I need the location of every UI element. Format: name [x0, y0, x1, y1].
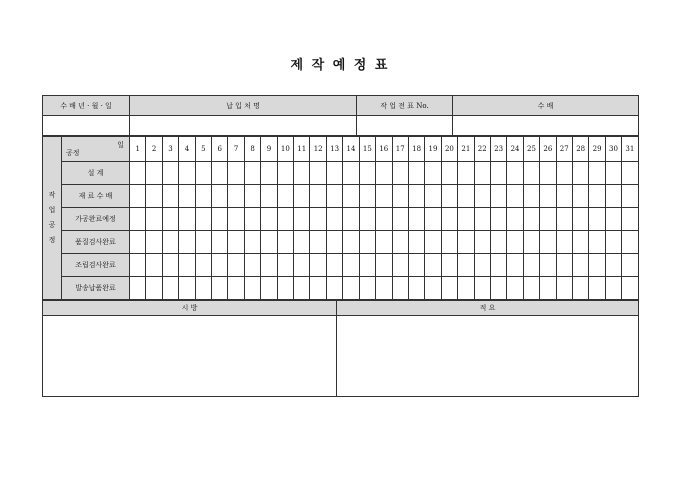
process-label: 공정: [66, 149, 80, 157]
schedule-cell[interactable]: [376, 277, 392, 300]
schedule-cell[interactable]: [523, 185, 539, 208]
schedule-cell[interactable]: [179, 231, 195, 254]
schedule-cell[interactable]: [458, 162, 474, 185]
process-row: [43, 162, 639, 185]
schedule-cell[interactable]: [540, 185, 556, 208]
schedule-cell[interactable]: [425, 162, 441, 185]
order-date-label: 수 배 년 · 월 · 일: [43, 96, 130, 116]
schedule-cell[interactable]: [162, 185, 178, 208]
schedule-cell[interactable]: [441, 254, 457, 277]
side-label-char: 공: [48, 221, 56, 229]
schedule-cell[interactable]: [179, 162, 195, 185]
schedule-cell[interactable]: [130, 162, 146, 185]
schedule-cell[interactable]: [605, 231, 621, 254]
schedule-cell[interactable]: [195, 208, 211, 231]
schedule-cell[interactable]: [326, 185, 342, 208]
schedule-cell[interactable]: [310, 162, 326, 185]
schedule-cell[interactable]: [540, 254, 556, 277]
schedule-cell[interactable]: [277, 162, 293, 185]
schedule-cell[interactable]: [179, 254, 195, 277]
schedule-cell[interactable]: [294, 277, 310, 300]
process-label-cell: 설 계: [62, 162, 130, 185]
schedule-cell[interactable]: [490, 254, 506, 277]
schedule-cell[interactable]: [605, 254, 621, 277]
day-header: 10: [277, 137, 293, 162]
schedule-cell[interactable]: [540, 162, 556, 185]
day-header: 18: [408, 137, 424, 162]
schedule-cell[interactable]: [425, 231, 441, 254]
process-row: [43, 231, 639, 254]
process-row: [43, 254, 639, 277]
day-header: 8: [244, 137, 260, 162]
schedule-cell[interactable]: [408, 254, 424, 277]
schedule-cell[interactable]: [556, 254, 572, 277]
schedule-cell[interactable]: [441, 231, 457, 254]
schedule-cell[interactable]: [540, 277, 556, 300]
schedule-cell[interactable]: [392, 185, 408, 208]
schedule-cell[interactable]: [490, 162, 506, 185]
delivery-name-label: 납 입 처 명: [130, 96, 357, 116]
schedule-cell[interactable]: [195, 254, 211, 277]
schedule-cell[interactable]: [622, 162, 638, 185]
instructions-field[interactable]: [43, 316, 337, 397]
side-label-char: 업: [48, 206, 56, 214]
day-header: 7: [228, 137, 244, 162]
schedule-cell[interactable]: [490, 208, 506, 231]
schedule-cell[interactable]: [376, 162, 392, 185]
schedule-cell[interactable]: [130, 277, 146, 300]
schedule-cell[interactable]: [392, 277, 408, 300]
schedule-cell[interactable]: [507, 162, 523, 185]
order-field[interactable]: [453, 116, 639, 136]
day-label: 일: [117, 141, 124, 149]
schedule-cell[interactable]: [458, 208, 474, 231]
schedule-cell[interactable]: [212, 208, 228, 231]
process-label-cell: 품질검사완료: [62, 231, 130, 254]
schedule-table: [42, 136, 639, 300]
day-header: 15: [359, 137, 375, 162]
day-header: 3: [162, 137, 178, 162]
schedule-cell[interactable]: [408, 277, 424, 300]
schedule-cell[interactable]: [244, 231, 260, 254]
schedule-cell[interactable]: [556, 162, 572, 185]
schedule-cell[interactable]: [244, 162, 260, 185]
schedule-cell[interactable]: [622, 185, 638, 208]
schedule-cell[interactable]: [146, 254, 162, 277]
schedule-cell[interactable]: [441, 162, 457, 185]
schedule-cell[interactable]: [622, 277, 638, 300]
schedule-cell[interactable]: [359, 185, 375, 208]
schedule-cell[interactable]: [162, 254, 178, 277]
schedule-cell[interactable]: [474, 185, 490, 208]
schedule-cell[interactable]: [294, 185, 310, 208]
schedule-cell[interactable]: [146, 208, 162, 231]
process-label-cell: 조립검사완료: [62, 254, 130, 277]
schedule-cell[interactable]: [572, 208, 588, 231]
schedule-cell[interactable]: [212, 162, 228, 185]
day-header: 2: [146, 137, 162, 162]
remarks-field[interactable]: [337, 316, 639, 397]
schedule-cell[interactable]: [622, 254, 638, 277]
schedule-cell[interactable]: [294, 162, 310, 185]
schedule-cell[interactable]: [622, 231, 638, 254]
schedule-cell[interactable]: [572, 162, 588, 185]
schedule-cell[interactable]: [605, 162, 621, 185]
schedule-cell[interactable]: [310, 185, 326, 208]
schedule-cell[interactable]: [179, 277, 195, 300]
work-process-side-label: [43, 137, 62, 300]
schedule-cell[interactable]: [474, 254, 490, 277]
schedule-cell[interactable]: [507, 254, 523, 277]
schedule-cell[interactable]: [408, 185, 424, 208]
order-info-table: [42, 95, 639, 136]
schedule-cell[interactable]: [425, 208, 441, 231]
schedule-cell[interactable]: [441, 185, 457, 208]
schedule-cell[interactable]: [146, 231, 162, 254]
schedule-cell[interactable]: [359, 208, 375, 231]
schedule-cell[interactable]: [425, 277, 441, 300]
schedule-cell[interactable]: [277, 231, 293, 254]
day-header: 19: [425, 137, 441, 162]
schedule-cell[interactable]: [458, 254, 474, 277]
schedule-cell[interactable]: [490, 231, 506, 254]
day-header: 16: [376, 137, 392, 162]
day-header: 27: [556, 137, 572, 162]
schedule-cell[interactable]: [474, 231, 490, 254]
day-header: 13: [326, 137, 342, 162]
day-header: 31: [622, 137, 638, 162]
schedule-cell[interactable]: [195, 185, 211, 208]
schedule-cell[interactable]: [130, 208, 146, 231]
schedule-cell[interactable]: [458, 231, 474, 254]
day-header: 28: [572, 137, 588, 162]
day-header: 22: [474, 137, 490, 162]
form-frame: [42, 95, 638, 411]
schedule-cell[interactable]: [589, 231, 605, 254]
schedule-cell[interactable]: [162, 208, 178, 231]
schedule-cell[interactable]: [507, 185, 523, 208]
schedule-cell[interactable]: [359, 254, 375, 277]
schedule-cell[interactable]: [490, 277, 506, 300]
schedule-cell[interactable]: [326, 208, 342, 231]
order-label: 수 배: [453, 96, 639, 116]
notes-table: [42, 300, 639, 397]
schedule-cell[interactable]: [540, 208, 556, 231]
day-header: 21: [458, 137, 474, 162]
schedule-cell[interactable]: [572, 231, 588, 254]
schedule-cell[interactable]: [195, 277, 211, 300]
day-header: 24: [507, 137, 523, 162]
schedule-cell[interactable]: [589, 185, 605, 208]
schedule-cell[interactable]: [572, 185, 588, 208]
delivery-name-field[interactable]: [130, 116, 357, 136]
schedule-cell[interactable]: [572, 277, 588, 300]
schedule-cell[interactable]: [408, 162, 424, 185]
schedule-cell[interactable]: [130, 185, 146, 208]
schedule-cell[interactable]: [310, 208, 326, 231]
schedule-cell[interactable]: [376, 254, 392, 277]
schedule-cell[interactable]: [343, 231, 359, 254]
schedule-cell[interactable]: [490, 185, 506, 208]
schedule-cell[interactable]: [359, 277, 375, 300]
schedule-cell[interactable]: [244, 254, 260, 277]
schedule-cell[interactable]: [507, 277, 523, 300]
schedule-cell[interactable]: [392, 231, 408, 254]
remarks-label: 적 요: [337, 301, 639, 316]
schedule-cell[interactable]: [228, 231, 244, 254]
schedule-cell[interactable]: [179, 208, 195, 231]
schedule-cell[interactable]: [572, 254, 588, 277]
schedule-cell[interactable]: [310, 254, 326, 277]
schedule-cell[interactable]: [277, 208, 293, 231]
work-slip-field[interactable]: [357, 116, 453, 136]
schedule-cell[interactable]: [261, 254, 277, 277]
schedule-cell[interactable]: [212, 185, 228, 208]
schedule-cell[interactable]: [507, 208, 523, 231]
schedule-cell[interactable]: [589, 277, 605, 300]
schedule-cell[interactable]: [212, 254, 228, 277]
schedule-cell[interactable]: [343, 208, 359, 231]
day-header: 30: [605, 137, 621, 162]
schedule-cell[interactable]: [408, 231, 424, 254]
schedule-cell[interactable]: [392, 208, 408, 231]
schedule-cell[interactable]: [162, 277, 178, 300]
schedule-cell[interactable]: [556, 208, 572, 231]
schedule-cell[interactable]: [294, 231, 310, 254]
schedule-cell[interactable]: [130, 254, 146, 277]
schedule-cell[interactable]: [294, 208, 310, 231]
schedule-cell[interactable]: [326, 231, 342, 254]
schedule-cell[interactable]: [523, 277, 539, 300]
schedule-cell[interactable]: [425, 185, 441, 208]
schedule-cell[interactable]: [392, 162, 408, 185]
day-header: 26: [540, 137, 556, 162]
schedule-cell[interactable]: [408, 208, 424, 231]
schedule-cell[interactable]: [326, 254, 342, 277]
day-header: 1: [130, 137, 146, 162]
schedule-cell[interactable]: [179, 185, 195, 208]
order-date-field[interactable]: [43, 116, 130, 136]
schedule-cell[interactable]: [507, 231, 523, 254]
schedule-cell[interactable]: [458, 185, 474, 208]
schedule-cell[interactable]: [605, 208, 621, 231]
day-header: 23: [490, 137, 506, 162]
schedule-cell[interactable]: [359, 162, 375, 185]
schedule-cell[interactable]: [130, 231, 146, 254]
schedule-cell[interactable]: [326, 277, 342, 300]
schedule-cell[interactable]: [523, 254, 539, 277]
schedule-cell[interactable]: [605, 185, 621, 208]
schedule-cell[interactable]: [261, 208, 277, 231]
schedule-cell[interactable]: [343, 254, 359, 277]
schedule-cell[interactable]: [261, 231, 277, 254]
schedule-cell[interactable]: [474, 277, 490, 300]
form-title: 제 작 예 정 표: [290, 58, 390, 73]
schedule-cell[interactable]: [146, 185, 162, 208]
process-label-cell: 가공완료예정: [62, 208, 130, 231]
schedule-cell[interactable]: [261, 185, 277, 208]
schedule-cell[interactable]: [392, 254, 408, 277]
schedule-cell[interactable]: [376, 208, 392, 231]
schedule-cell[interactable]: [523, 208, 539, 231]
instructions-label: 시 방: [43, 301, 337, 316]
schedule-cell[interactable]: [212, 231, 228, 254]
schedule-cell[interactable]: [228, 277, 244, 300]
schedule-cell[interactable]: [458, 277, 474, 300]
process-label-cell: 재 료 수 배: [62, 185, 130, 208]
schedule-cell[interactable]: [310, 277, 326, 300]
schedule-cell[interactable]: [244, 277, 260, 300]
schedule-cell[interactable]: [277, 277, 293, 300]
schedule-cell[interactable]: [523, 231, 539, 254]
process-row: [43, 208, 639, 231]
day-header: 14: [343, 137, 359, 162]
schedule-cell[interactable]: [474, 162, 490, 185]
schedule-cell[interactable]: [228, 162, 244, 185]
day-header: 6: [212, 137, 228, 162]
schedule-cell[interactable]: [195, 231, 211, 254]
day-header: 11: [294, 137, 310, 162]
schedule-cell[interactable]: [277, 185, 293, 208]
schedule-cell[interactable]: [261, 277, 277, 300]
schedule-cell[interactable]: [195, 162, 211, 185]
schedule-cell[interactable]: [277, 254, 293, 277]
schedule-cell[interactable]: [359, 231, 375, 254]
schedule-cell[interactable]: [326, 162, 342, 185]
schedule-cell[interactable]: [162, 231, 178, 254]
schedule-cell[interactable]: [212, 277, 228, 300]
schedule-cell[interactable]: [376, 185, 392, 208]
schedule-cell[interactable]: [622, 208, 638, 231]
schedule-cell[interactable]: [425, 254, 441, 277]
schedule-cell[interactable]: [441, 277, 457, 300]
schedule-cell[interactable]: [376, 231, 392, 254]
schedule-cell[interactable]: [310, 231, 326, 254]
day-header: 9: [261, 137, 277, 162]
schedule-cell[interactable]: [294, 254, 310, 277]
side-label-char: 정: [48, 236, 56, 244]
day-header: 4: [179, 137, 195, 162]
schedule-cell[interactable]: [441, 208, 457, 231]
schedule-cell[interactable]: [556, 185, 572, 208]
schedule-cell[interactable]: [146, 277, 162, 300]
day-process-corner: [62, 137, 130, 162]
schedule-cell[interactable]: [228, 208, 244, 231]
process-label-cell: 발송납품완료: [62, 277, 130, 300]
schedule-cell[interactable]: [343, 185, 359, 208]
schedule-cell[interactable]: [523, 162, 539, 185]
day-header: 25: [523, 137, 539, 162]
schedule-cell[interactable]: [589, 162, 605, 185]
schedule-cell[interactable]: [343, 162, 359, 185]
schedule-cell[interactable]: [244, 208, 260, 231]
schedule-cell[interactable]: [162, 162, 178, 185]
day-header: 29: [589, 137, 605, 162]
schedule-cell[interactable]: [228, 185, 244, 208]
schedule-cell[interactable]: [540, 231, 556, 254]
day-header: 12: [310, 137, 326, 162]
work-slip-label: 작 업 전 표 No.: [357, 96, 453, 116]
schedule-cell[interactable]: [261, 162, 277, 185]
schedule-cell[interactable]: [244, 185, 260, 208]
schedule-cell[interactable]: [474, 208, 490, 231]
schedule-cell[interactable]: [556, 277, 572, 300]
day-header: 5: [195, 137, 211, 162]
side-label-char: 작: [48, 191, 56, 199]
schedule-cell[interactable]: [589, 254, 605, 277]
process-row: [43, 185, 639, 208]
schedule-cell[interactable]: [146, 162, 162, 185]
day-header: 20: [441, 137, 457, 162]
schedule-cell[interactable]: [343, 277, 359, 300]
schedule-cell[interactable]: [556, 231, 572, 254]
day-header: 17: [392, 137, 408, 162]
schedule-cell[interactable]: [589, 208, 605, 231]
process-row: [43, 277, 639, 300]
schedule-cell[interactable]: [228, 254, 244, 277]
schedule-cell[interactable]: [605, 277, 621, 300]
